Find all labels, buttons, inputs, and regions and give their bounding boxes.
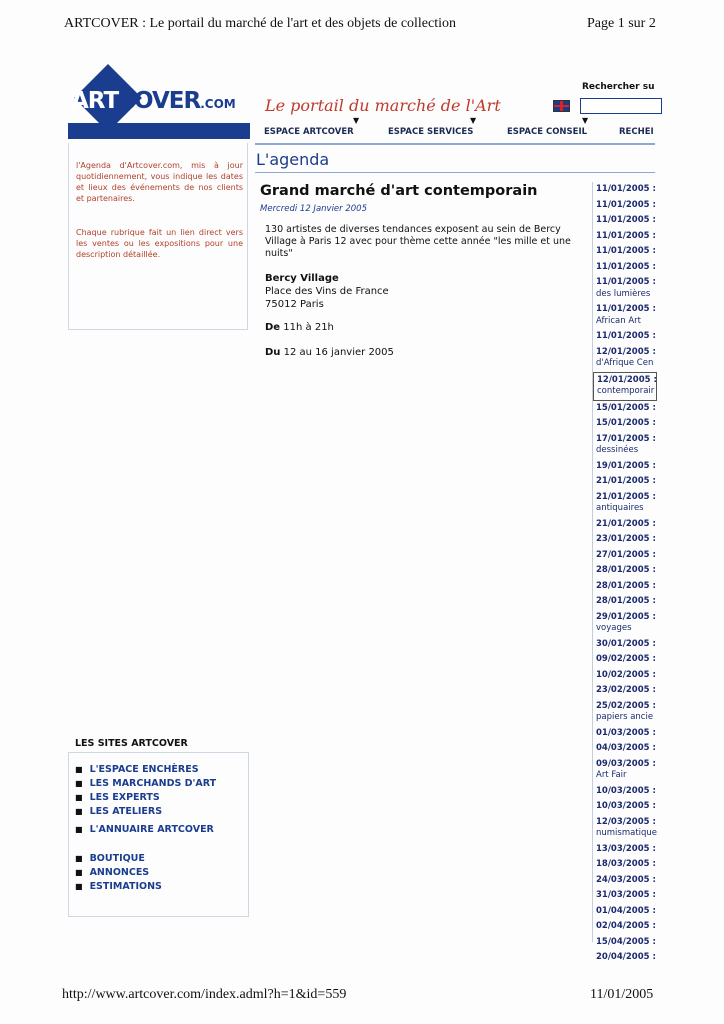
agenda-date-item[interactable]: 23/01/2005 :: [596, 534, 656, 544]
agenda-date-item[interactable]: 25/02/2005 : papiers ancie: [596, 700, 656, 722]
agenda-date-list: [592, 182, 658, 962]
agenda-date-item[interactable]: 17/01/2005 : dessinées: [596, 433, 656, 455]
agenda-date-item[interactable]: 10/02/2005 :: [596, 669, 656, 680]
logo-wordmark: ARTCOVER.COM: [71, 88, 236, 114]
agenda-date-item[interactable]: 09/03/2005 : Art Fair: [596, 758, 656, 780]
logo-bar: [68, 123, 250, 139]
nav-espace-services[interactable]: ESPACE SERVICES: [388, 127, 474, 137]
nav-arrow-icon: ▼: [582, 116, 589, 125]
agenda-date-item[interactable]: 12/01/2005 : d'Afrique Cen: [596, 346, 656, 368]
agenda-date-item[interactable]: 11/01/2005 :: [596, 246, 656, 256]
agenda-date-item[interactable]: 11/01/2005 :: [596, 215, 656, 225]
nav-espace-artcover[interactable]: ESPACE ARTCOVER: [264, 127, 354, 137]
event-description: 130 artistes de diverses tendances exposent au sein de Bercy Village à Paris 12 avec pour thème cette année "les mille et une nuits": [265, 224, 571, 259]
agenda-date-item[interactable]: 10/03/2005 :: [596, 801, 656, 811]
print-header-title: ARTCOVER : Le portail du marché de l'art et des objets de collection: [64, 16, 457, 31]
site-link-estimations[interactable]: ■ ESTIMATIONS: [75, 881, 162, 892]
nav-espace-conseil[interactable]: ESPACE CONSEIL: [507, 127, 588, 137]
nav-arrow-icon: ▼: [353, 116, 360, 125]
agenda-date-item[interactable]: 23/02/2005 :: [596, 685, 656, 695]
agenda-date-item[interactable]: 21/01/2005 :: [596, 518, 656, 529]
agenda-date-item[interactable]: 27/01/2005 :: [596, 549, 656, 560]
sites-heading: LES SITES ARTCOVER: [75, 738, 188, 749]
agenda-date-item[interactable]: 29/01/2005 : voyages: [596, 611, 656, 633]
site-link-boutique[interactable]: ■ BOUTIQUE: [75, 853, 145, 864]
agenda-date-item[interactable]: 10/03/2005 :: [596, 785, 656, 796]
venue-street: Place des Vins de France: [265, 286, 389, 297]
agenda-date-item[interactable]: 12/03/2005 : numismatique: [596, 816, 658, 838]
print-footer-date: 11/01/2005: [590, 987, 654, 1002]
agenda-date-item[interactable]: 01/03/2005 :: [596, 727, 656, 738]
agenda-date-item[interactable]: 28/01/2005 :: [596, 580, 656, 591]
agenda-date-item[interactable]: 20/04/2005 :: [596, 952, 656, 962]
agenda-date-item[interactable]: 11/01/2005 :: [596, 199, 656, 210]
site-tagline: Le portail du marché de l'Art: [265, 96, 501, 115]
info-paragraph: Chaque rubrique fait un lien direct vers les ventes ou les expositions pour une description détaillée.: [76, 228, 243, 259]
site-link-annuaire[interactable]: ■ L'ANNUAIRE ARTCOVER: [75, 824, 214, 835]
agenda-date-item[interactable]: 28/01/2005 :: [596, 565, 656, 575]
print-page-number: Page 1 sur 2: [587, 16, 656, 31]
agenda-date-item[interactable]: 01/04/2005 :: [596, 905, 656, 916]
agenda-date-item[interactable]: 15/01/2005 :: [596, 402, 656, 413]
agenda-date-item[interactable]: 15/01/2005 :: [596, 418, 656, 428]
page-title: L'agenda: [256, 150, 330, 169]
agenda-date-item[interactable]: 11/01/2005 : des lumières: [596, 277, 656, 299]
agenda-date-item[interactable]: 09/02/2005 :: [596, 654, 656, 664]
title-divider: [255, 172, 655, 173]
agenda-date-item[interactable]: 15/04/2005 :: [596, 936, 656, 947]
print-footer-url: http://www.artcover.com/index.adml?h=1&id=559: [62, 987, 347, 1002]
agenda-date-item[interactable]: 18/03/2005 :: [596, 859, 656, 869]
venue-city: 75012 Paris: [265, 299, 324, 310]
agenda-date-item[interactable]: 11/01/2005 :: [596, 230, 656, 241]
nav-recherche[interactable]: RECHEI: [619, 127, 654, 137]
agenda-date-item[interactable]: 11/01/2005 : African Art: [596, 304, 656, 326]
uk-flag-icon[interactable]: [553, 100, 570, 112]
event-hours: De 11h à 21h: [265, 322, 334, 333]
site-link-encheres[interactable]: ■ L'ESPACE ENCHÈRES: [75, 764, 199, 775]
agenda-date-item[interactable]: 11/01/2005 :: [596, 261, 656, 272]
search-label: Rechercher su: [582, 82, 655, 92]
info-paragraph: l'Agenda d'Artcover.com, mis à jour quotidiennement, vous indique les dates et lieux des événements de nos clients et partenaires.: [76, 161, 243, 203]
venue-name: Bercy Village: [265, 273, 339, 284]
site-link-ateliers[interactable]: ■ LES ATELIERS: [75, 806, 162, 817]
site-link-annonces[interactable]: ■ ANNONCES: [75, 867, 149, 878]
agenda-date-item[interactable]: 19/01/2005 :: [596, 460, 656, 471]
site-link-marchands[interactable]: ■ LES MARCHANDS D'ART: [75, 778, 216, 789]
event-period: Du 12 au 16 janvier 2005: [265, 347, 394, 358]
agenda-date-item[interactable]: 21/01/2005 :: [596, 476, 656, 486]
agenda-date-item[interactable]: 11/01/2005 :: [596, 184, 656, 194]
agenda-date-item[interactable]: 02/04/2005 :: [596, 921, 656, 931]
agenda-date-item[interactable]: 30/01/2005 :: [596, 638, 656, 649]
agenda-date-item[interactable]: 24/03/2005 :: [596, 874, 656, 885]
nav-arrow-icon: ▼: [470, 116, 477, 125]
event-date: Mercredi 12 Janvier 2005: [260, 204, 367, 214]
agenda-date-item[interactable]: 31/03/2005 :: [596, 890, 656, 900]
agenda-date-item[interactable]: 12/01/2005 : contemporair: [593, 372, 657, 401]
event-title: Grand marché d'art contemporain: [260, 183, 538, 199]
nav-divider: [255, 143, 655, 145]
agenda-date-item[interactable]: 13/03/2005 :: [596, 843, 656, 854]
agenda-date-item[interactable]: 04/03/2005 :: [596, 743, 656, 753]
agenda-date-item[interactable]: 28/01/2005 :: [596, 596, 656, 606]
agenda-date-item[interactable]: 11/01/2005 :: [596, 331, 656, 341]
site-link-experts[interactable]: ■ LES EXPERTS: [75, 792, 160, 803]
search-input[interactable]: [580, 98, 662, 114]
agenda-date-item[interactable]: 21/01/2005 : antiquaires: [596, 491, 656, 513]
artcover-logo[interactable]: [68, 70, 250, 140]
